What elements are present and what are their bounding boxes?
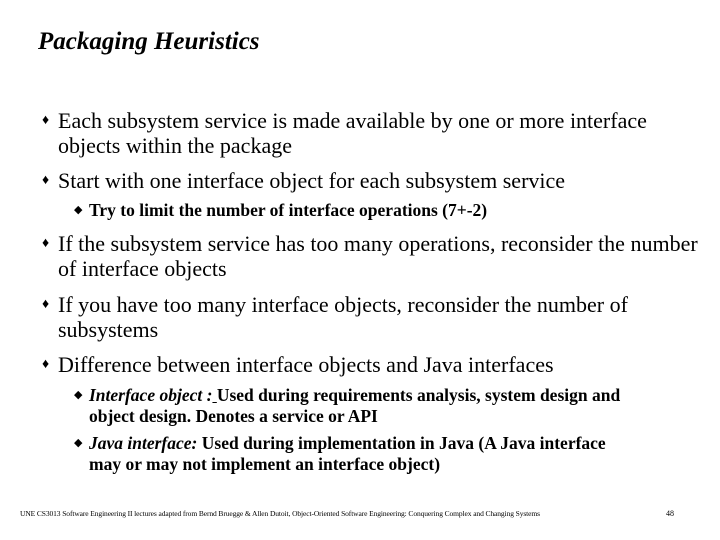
bullet-item [42, 108, 698, 158]
bullet-item [42, 168, 698, 193]
sub-bullet-item [74, 200, 689, 221]
term-label: Java interface: [89, 433, 198, 453]
bullet-text: Start with one interface object for each subsystem service [58, 168, 566, 193]
bullet-text: If the subsystem service has too many operations, reconsider the number of interface objects [58, 231, 698, 281]
sub-bullet-text: Used during implementation in Java (A Java interface may or may not implement an interface object) [89, 433, 606, 474]
slide-title: Packaging Heuristics [38, 28, 260, 55]
bullet-text: Difference between interface objects and Java interfaces [58, 352, 554, 377]
footer-text: UNE CS3013 Software Engineering II lectures adapted from Bernd Bruegge & Allen Dutoit, Object-Oriented Software Engineering: Conquering Complex and Changing Systems [20, 509, 540, 518]
page-number: 48 [666, 509, 674, 518]
bullet-text: Each subsystem service is made available by one or more interface objects within the package [58, 108, 647, 158]
diamond-bullet-icon: ♦ [42, 173, 50, 188]
bullet-item [42, 231, 698, 281]
sub-bullet-text: Used during requirements analysis, system design and object design. Denotes a service or API [89, 385, 621, 426]
sub-bullet-item [74, 433, 629, 475]
bullet-item [42, 292, 698, 342]
diamond-sub-bullet-icon: ◆ [74, 389, 83, 401]
bullet-text: If you have too many interface objects, reconsider the number of subsystems [58, 292, 628, 342]
diamond-bullet-icon: ♦ [42, 113, 50, 128]
diamond-bullet-icon: ♦ [42, 357, 50, 372]
diamond-bullet-icon: ♦ [42, 236, 50, 251]
diamond-sub-bullet-icon: ◆ [74, 437, 83, 449]
sub-bullet-item [74, 385, 669, 427]
diamond-bullet-icon: ♦ [42, 297, 50, 312]
sub-bullet-text: Try to limit the number of interface operations (7+-2) [89, 200, 488, 220]
bullet-item [42, 352, 698, 377]
term-label: Interface object : [89, 385, 213, 405]
diamond-sub-bullet-icon: ◆ [74, 204, 83, 216]
